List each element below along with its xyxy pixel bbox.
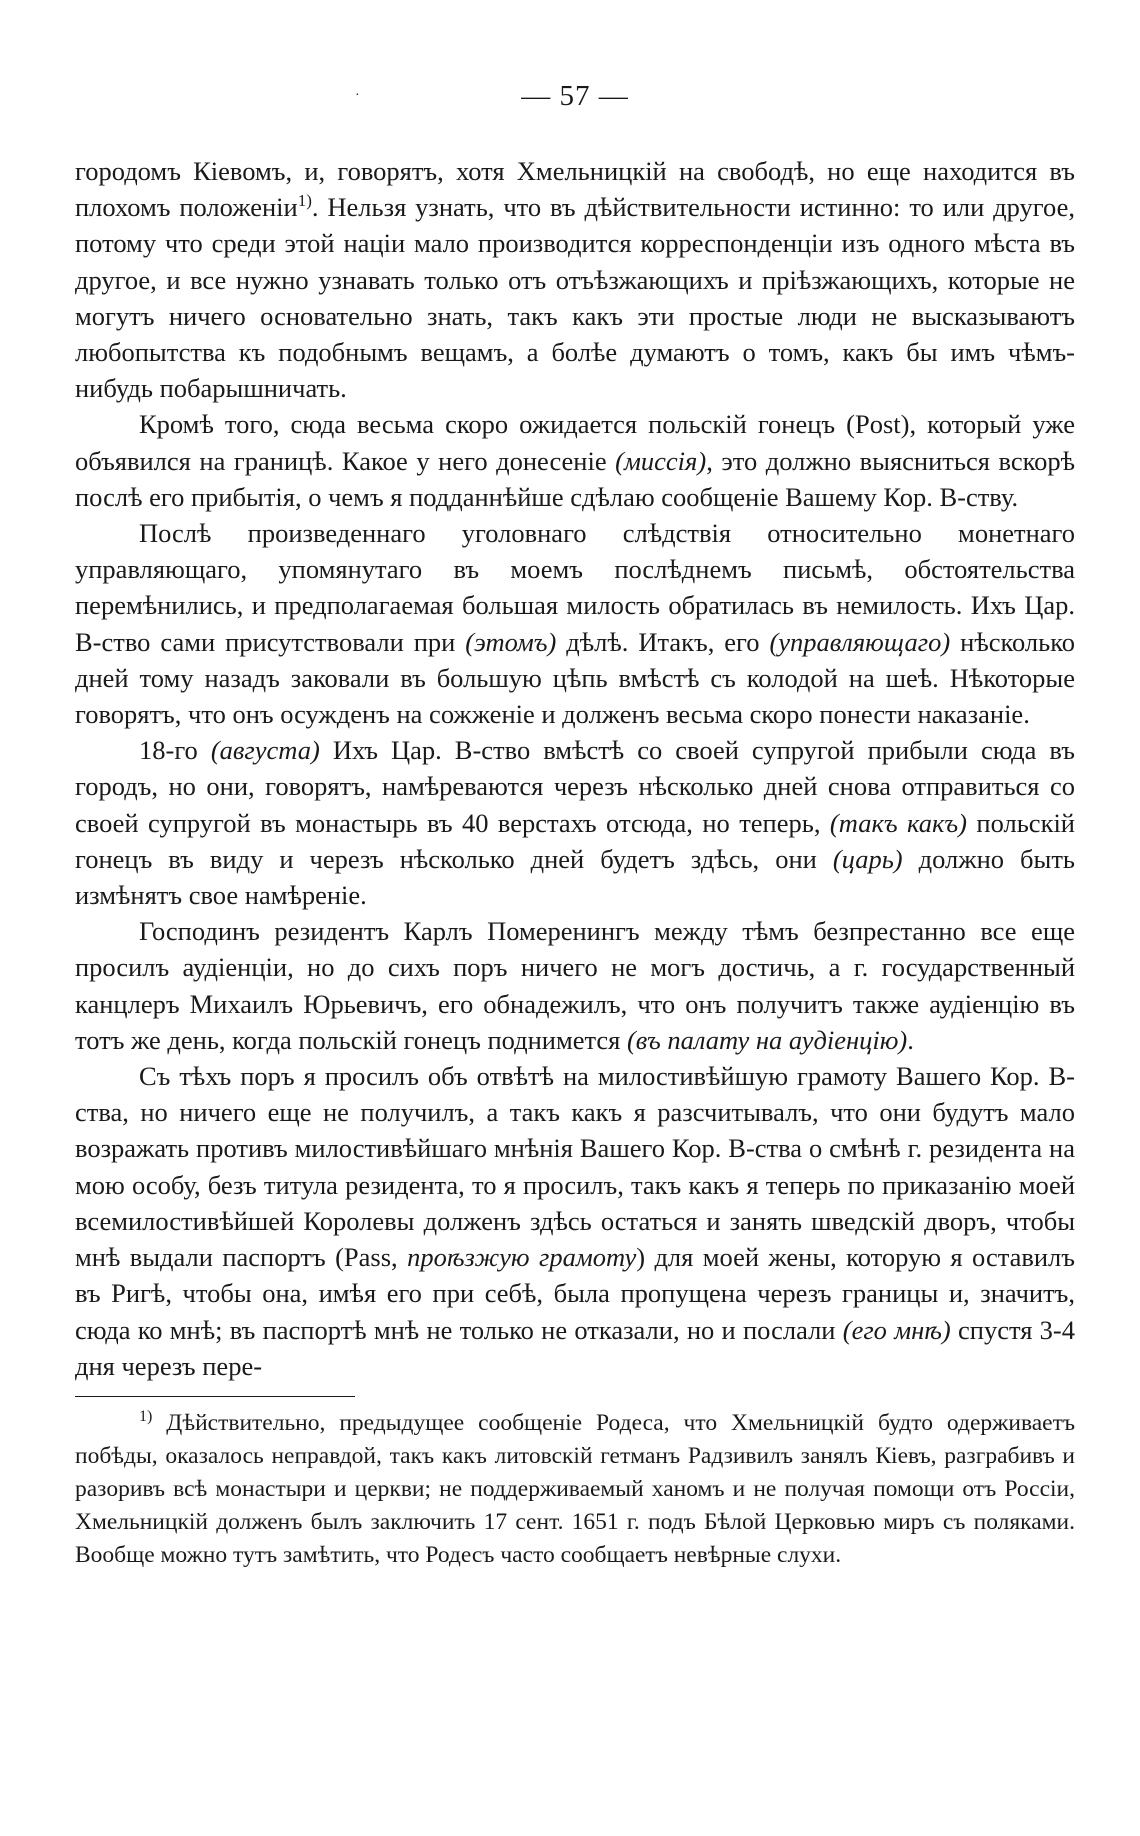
paragraph-p6 [75,1058,1075,1384]
text-run: . [907,1024,914,1055]
body-text [75,153,1075,1384]
italic-gloss: (управляющаго) [769,626,951,657]
paragraph-p5 [75,913,1075,1058]
paragraph-p3 [75,515,1075,732]
document-page [75,80,1075,1572]
italic-gloss: (миссія) [615,445,707,476]
text-run: Ихъ Цар. В-ство вмѣстѣ со своей супругой прибыли сюда въ городъ, но они, говорятъ, намѣреваются черезъ нѣсколько дней снова отправиться со своей супругой въ монастырь въ 40 верстахъ отсюда, но теперь, [75,735,1075,838]
text-run: Съ тѣхъ поръ я просилъ объ отвѣтѣ на милостивѣйшую грамоту Вашего Кор. В-ства, но ничего еще не получилъ, а такъ какъ я разсчитывалъ, что они будутъ мало возражать противъ милостивѣйшаго мнѣнія Вашего Кор. В-ства о смѣнѣ г. резидента на мою особу, безъ титула резидента, то я просилъ, такъ какъ я теперь по приказанію моей всемилостивѣйшей Королевы долженъ здѣсь остаться и занять шведскій дворъ, чтобы мнѣ выдали паспортъ (Pass, [75,1061,1075,1273]
text-run: 18-го [139,735,211,766]
text-run: польскій гонецъ въ виду и черезъ нѣсколько дней будетъ здѣсь, они [75,807,1075,874]
text-run: дѣлѣ. Итакъ, его [556,626,770,657]
italic-gloss: (царь) [832,843,903,874]
footnote-text: Дѣйствительно, предыдущее сообщеніе Родеса, что Хмельницкій будто одерживаетъ побѣды, оказалось неправдой, такъ какъ литовскій гетманъ Радзивилъ занялъ Кіевъ, разграбивъ и разоривъ всѣ монастыри и церкви; не поддерживаемый ханомъ и не получая помощи отъ Россіи, Хмельницкій долженъ былъ заключить 17 сент. 1651 г. подъ Бѣлой Церковью миръ съ поляками. Вообще можно тутъ замѣтить, что Родесъ часто сообщаетъ невѣрные слухи. [75,1409,1076,1568]
stray-dot: · [355,88,361,103]
text-run: Кромѣ того, сюда весьма скоро ожидается польскій гонецъ (Post), который уже объявился на границѣ. Какое у него донесеніе [75,409,1075,476]
italic-gloss: (такъ какъ) [829,807,967,838]
text-run: Послѣ произведеннаго уголовнаго слѣдствія относительно монетнаго управляющаго, упомянутаго въ моемъ послѣднемъ письмѣ, обстоятельства перемѣнились, и предполагаемая большая милость обратилась въ немилость. Ихъ Цар. В-ство сами присутствовали при [75,518,1075,657]
text-run: , это должно выясниться вскорѣ послѣ его прибытія, о чемъ я подданнѣйше сдѣлаю сообщеніе Вашему Кор. В-ству. [75,445,1075,512]
italic-gloss: (августа) [210,735,320,766]
footnote-reference: 1) [297,191,312,211]
italic-gloss: (его мнѣ) [842,1314,951,1345]
text-run: должно быть измѣнятъ свое намѣреніе. [75,843,1075,911]
text-run: нѣсколько дней тому назадъ заковали въ большую цѣпь вмѣстѣ съ колодой на шеѣ. Нѣкоторые говорятъ, что онъ осужденъ на сожженіе и долженъ весьма скоро понести наказаніе. [75,626,1075,730]
italic-gloss: проѣзжую грамоту [407,1242,637,1273]
italic-gloss: (этомъ) [465,626,557,657]
page-number [75,80,1075,113]
text-run: Господинъ резидентъ Карлъ Померенингъ между тѣмъ безпрестанно все еще просилъ аудіенціи, но до сихъ поръ ничего не могъ достичь, а г. государственный канцлеръ Михаилъ Юрьевичъ, его обнадежилъ, что онъ получитъ также аудіенцію въ тотъ же день, когда польскій гонецъ поднимется [75,916,1075,1055]
italic-gloss: (въ палату на аудіенцію) [626,1024,908,1055]
text-run: городомъ Кіевомъ, и, говорятъ, хотя Хмельницкій на свободѣ, но еще находится въ плохомъ положеніи [75,156,1075,223]
footnote-marker: 1) [139,1408,153,1426]
text-run: спустя 3-4 дня черезъ пере- [75,1314,1076,1381]
paragraph-p2 [75,406,1075,515]
text-run: . Нельзя узнать, что въ дѣйствительности истинно: то или другое, потому что среди этой націи мало производится корреспонденціи изъ одного мѣста въ другое, и все нужно узнавать только отъ отъѣзжающихъ и пріѣзжающихъ, которые не могутъ ничего основательно знать, такъ какъ эти простые люди не высказываютъ любопытства къ подобнымъ вещамъ, а болѣе думаютъ о томъ, какъ бы имъ чѣмъ-нибудь побарышничать. [75,192,1075,404]
paragraph-p1 [75,153,1075,406]
page-number-text: — 57 — [521,80,629,112]
footnote [75,1407,1075,1572]
text-run: ) для моей жены, которую я оставилъ въ Ригѣ, чтобы она, имѣя его при себѣ, была пропущена черезъ границы и, значитъ, сюда ко мнѣ; въ паспортѣ мнѣ не только не отказали, но и послали [75,1242,1075,1345]
paragraph-p4 [75,732,1075,913]
footnote-divider [75,1396,355,1397]
